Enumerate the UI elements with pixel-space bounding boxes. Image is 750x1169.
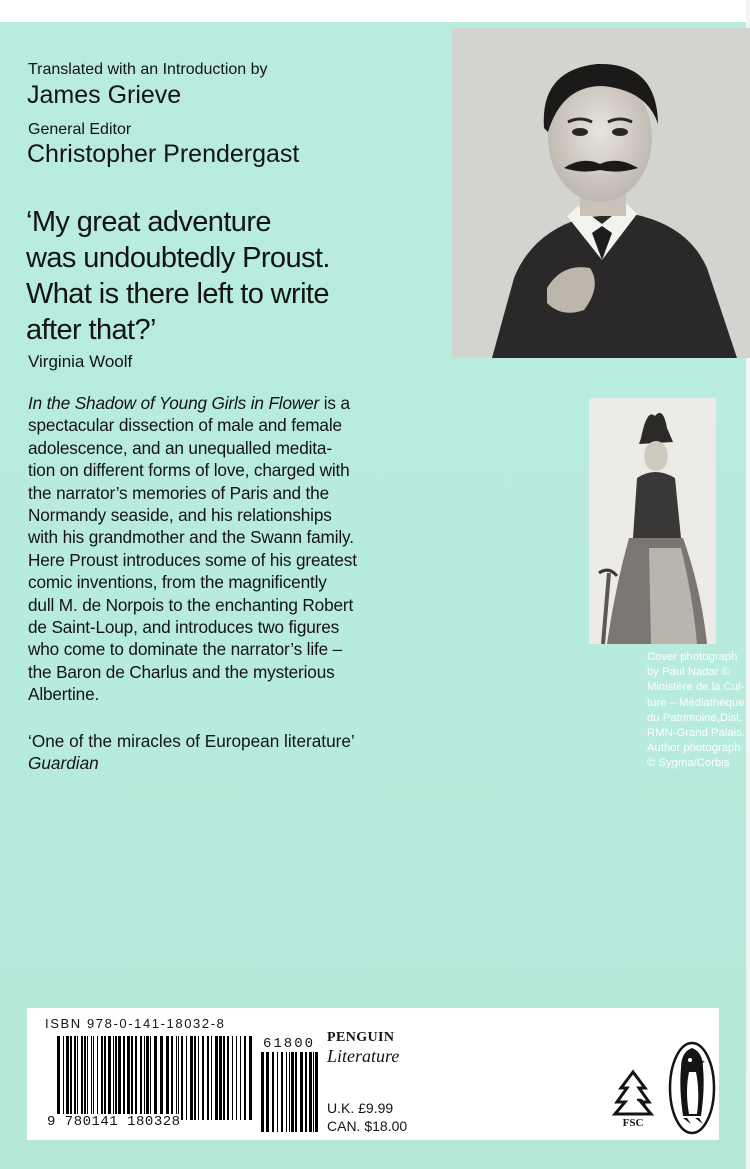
addon-barcode xyxy=(261,1052,321,1132)
blurb-text: is a xyxy=(319,393,350,413)
blurb-line: Albertine. xyxy=(28,684,100,705)
barcode-bar xyxy=(146,1036,149,1120)
addon-barcode-bar xyxy=(286,1052,287,1132)
pull-quote xyxy=(26,204,456,373)
barcode-bar xyxy=(194,1036,196,1120)
barcode-bar xyxy=(115,1036,117,1120)
barcode-bar xyxy=(57,1036,60,1120)
barcode-bar xyxy=(178,1036,179,1120)
barcode-bar xyxy=(144,1036,145,1120)
quote-line: ‘My great adventure xyxy=(26,206,271,238)
addon-barcode-bar xyxy=(309,1052,312,1132)
caption-line: du Patrimoine,Dist. xyxy=(647,711,743,724)
book-title-italic: In the Shadow of Young Girls in Flower xyxy=(28,393,320,413)
barcode-bar xyxy=(186,1036,187,1120)
blurb-line: dull M. de Norpois to the enchanting Robert xyxy=(28,594,354,615)
lady-portrait-image xyxy=(589,398,716,644)
caption-line: Ministère de la Cul- xyxy=(647,681,745,694)
editor-name: Christopher Prendergast xyxy=(27,140,300,168)
addon-barcode-bar xyxy=(289,1052,290,1132)
barcode-bar xyxy=(81,1036,83,1120)
barcode-bar xyxy=(160,1036,163,1120)
barcode-bar xyxy=(190,1036,193,1120)
barcode-bar xyxy=(131,1036,133,1120)
author-portrait-image xyxy=(452,28,750,358)
review-text: ‘One of the miracles of European literature’ xyxy=(28,731,355,751)
addon-barcode-bar xyxy=(295,1052,297,1132)
blurb-line: Normandy seaside, and his relationships xyxy=(28,505,332,526)
caption-line: © Sygma/Corbis xyxy=(647,757,730,770)
fsc-tree-icon xyxy=(609,1068,657,1128)
barcode-bar xyxy=(198,1036,199,1120)
barcode-bar xyxy=(202,1036,204,1120)
editor-label: General Editor xyxy=(28,121,132,138)
barcode-bar xyxy=(207,1036,209,1120)
price-can: CAN. $18.00 xyxy=(327,1118,408,1134)
barcode-bar xyxy=(227,1036,229,1120)
barcode-bar xyxy=(118,1036,121,1120)
barcode-bar xyxy=(101,1036,103,1120)
blurb-line: the narrator’s memories of Paris and the xyxy=(28,482,329,503)
barcode-bar xyxy=(240,1036,241,1120)
barcode-bar xyxy=(70,1036,72,1120)
blurb-line xyxy=(28,392,448,414)
barcode-bar xyxy=(232,1036,233,1120)
fsc-label: FSC xyxy=(622,1117,644,1128)
review-source-name: Guardian xyxy=(28,753,99,773)
addon-barcode-bar xyxy=(266,1052,269,1132)
book-description xyxy=(28,392,448,706)
caption-line: RMN-Grand Palais. xyxy=(647,727,745,740)
blurb-line: adolescence, and an unequalled medita- xyxy=(28,437,332,458)
barcode-bar xyxy=(219,1036,222,1120)
caption-line: by Paul Nadar © xyxy=(647,666,731,679)
addon-barcode-bar xyxy=(277,1052,278,1132)
barcode-bar xyxy=(66,1036,69,1120)
barcode-panel xyxy=(27,1008,719,1140)
barcode-bar xyxy=(176,1036,177,1120)
barcode-bar xyxy=(249,1036,252,1120)
barcode-bar xyxy=(97,1036,98,1120)
addon-barcode-bar xyxy=(291,1052,294,1132)
barcode-addon-digits: 61800 xyxy=(263,1036,316,1052)
quote-author: Virginia Woolf xyxy=(28,352,133,371)
price-uk: U.K. £9.99 xyxy=(327,1100,394,1116)
barcode-bar xyxy=(211,1036,212,1120)
barcode-bar xyxy=(91,1036,92,1120)
cover-photograph xyxy=(589,398,716,644)
barcode-digits: 9 780141 180328 xyxy=(47,1114,181,1130)
review-source xyxy=(28,752,355,774)
barcode-bar xyxy=(154,1036,157,1120)
quote-line: What is there left to write xyxy=(26,278,329,310)
addon-barcode-bar xyxy=(305,1052,307,1132)
addon-barcode-bar xyxy=(300,1052,303,1132)
barcode-bar xyxy=(127,1036,130,1120)
barcode-bar xyxy=(84,1036,86,1120)
addon-barcode-bar xyxy=(272,1052,274,1132)
author-photograph xyxy=(452,28,750,358)
barcode-bar xyxy=(171,1036,173,1120)
series-name: Literature xyxy=(327,1046,400,1066)
barcode-bar xyxy=(93,1036,94,1120)
review-quote xyxy=(28,730,355,774)
caption-line: ture – Médiathèque xyxy=(647,696,745,709)
translator-name: James Grieve xyxy=(27,81,182,109)
quote-line: was undoubtedly Proust. xyxy=(26,242,330,274)
caption-line: Author photograph xyxy=(647,742,741,755)
barcode-bar xyxy=(108,1036,111,1120)
barcode-bar xyxy=(123,1036,125,1120)
isbn-number: ISBN 978-0-141-18032-8 xyxy=(45,1016,226,1031)
barcode-bar xyxy=(223,1036,225,1120)
barcode-bar xyxy=(135,1036,137,1120)
top-page-edge xyxy=(0,0,750,22)
barcode-bar xyxy=(244,1036,246,1120)
addon-barcode-bar xyxy=(261,1052,264,1132)
blurb-line: spectacular dissection of male and female xyxy=(28,415,342,436)
addon-barcode-bar xyxy=(313,1052,314,1132)
barcode-bar xyxy=(140,1036,142,1120)
penguin-logo-icon xyxy=(667,1038,717,1136)
addon-barcode-bar xyxy=(315,1052,318,1132)
blurb-line: Here Proust introduces some of his greatest xyxy=(28,549,357,570)
blurb-line: with his grandmother and the Swann family. xyxy=(28,527,354,548)
blurb-line: de Saint-Loup, and introduces two figures xyxy=(28,617,340,638)
blurb-line: tion on different forms of love, charged with xyxy=(28,460,350,481)
barcode-bar xyxy=(63,1036,64,1120)
barcode-bar xyxy=(77,1036,78,1120)
publisher-name: PENGUIN xyxy=(327,1030,395,1045)
translator-label: Translated with an Introduction by xyxy=(28,61,268,78)
barcode-bar xyxy=(150,1036,151,1120)
blurb-line: comic inventions, from the magnificently xyxy=(28,572,327,593)
barcode-bar xyxy=(74,1036,76,1120)
blurb-line: who come to dominate the narrator’s life – xyxy=(28,639,343,660)
barcode-bar xyxy=(166,1036,169,1120)
caption-line: Cover photograph xyxy=(647,651,738,663)
barcode-bar xyxy=(113,1036,114,1120)
photo-credits xyxy=(647,650,747,772)
barcode-bar xyxy=(104,1036,106,1120)
barcode-bar xyxy=(236,1036,237,1120)
blurb-line: the Baron de Charlus and the mysterious xyxy=(28,661,335,682)
addon-barcode-bar xyxy=(281,1052,283,1132)
ean-barcode xyxy=(57,1036,253,1120)
barcode-bar xyxy=(215,1036,218,1120)
barcode-bar xyxy=(87,1036,88,1120)
barcode-bar xyxy=(181,1036,183,1120)
quote-line: after that?’ xyxy=(26,314,156,346)
